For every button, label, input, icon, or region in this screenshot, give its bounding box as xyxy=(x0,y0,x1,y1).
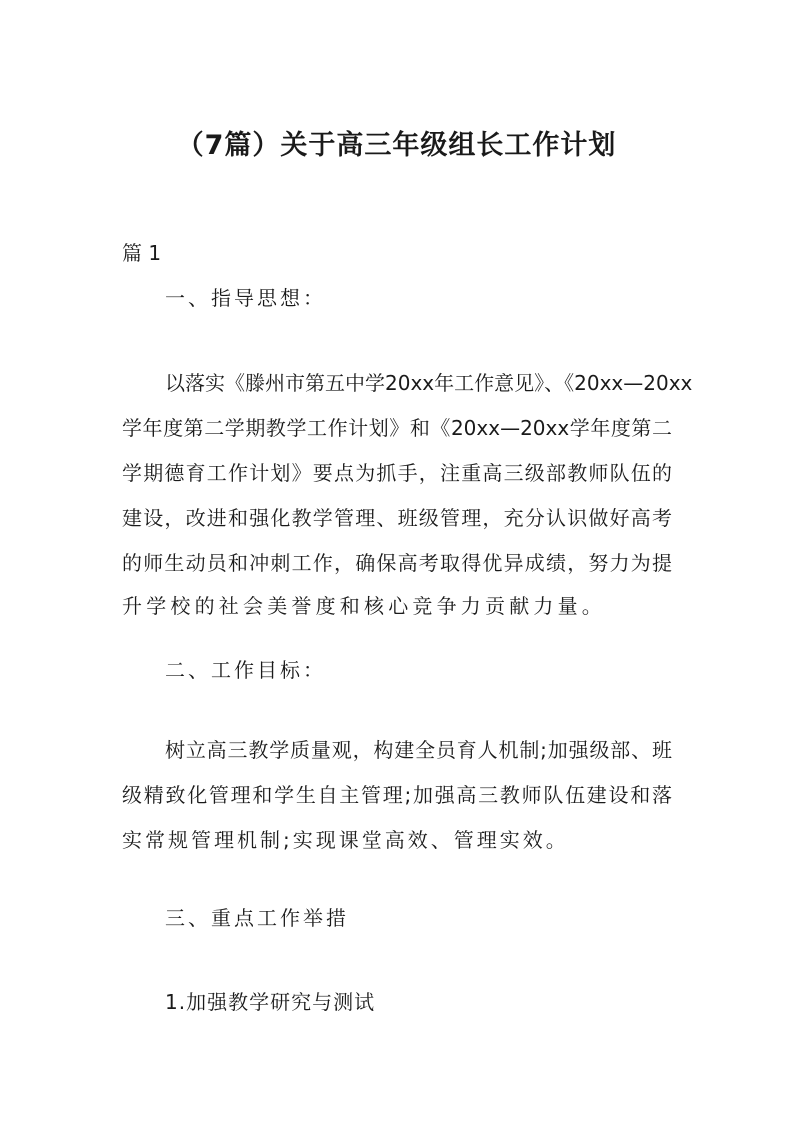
heading-work-goals: 二、工作目标： xyxy=(165,658,326,682)
paragraph-line: 以落实《滕州市第五中学20xx年工作意见》、《20xx—20xx xyxy=(165,371,693,395)
heading-key-measures: 三、重点工作举措 xyxy=(165,906,349,930)
paragraph-line: 实常规管理机制;实现课堂高效、管理实效。 xyxy=(122,828,569,852)
paragraph-line: 的师生动员和冲刺工作，确保高考取得优异成绩，努力为提 xyxy=(122,551,672,575)
document-title: （7篇）关于高三年级组长工作计划 xyxy=(176,130,617,161)
paragraph-line: 学年度第二学期教学工作计划》和《20xx—20xx学年度第二 xyxy=(122,416,672,440)
paragraph-line: 级精致化管理和学生自主管理;加强高三教师队伍建设和落 xyxy=(122,783,672,807)
heading-guiding-ideology: 一、指导思想： xyxy=(165,286,326,310)
paragraph-line: 建设，改进和强化教学管理、班级管理，充分认识做好高考 xyxy=(122,506,672,530)
paragraph-line: 升学校的社会美誉度和核心竞争力贡献力量。 xyxy=(122,594,606,618)
paragraph-line: 学期德育工作计划》要点为抓手，注重高三级部教师队伍的 xyxy=(122,461,672,485)
item-teaching-research: 1.加强教学研究与测试 xyxy=(165,990,376,1014)
section-label: 篇 1 xyxy=(122,241,162,265)
paragraph-line: 树立高三教学质量观，构建全员育人机制;加强级部、班 xyxy=(165,738,672,762)
